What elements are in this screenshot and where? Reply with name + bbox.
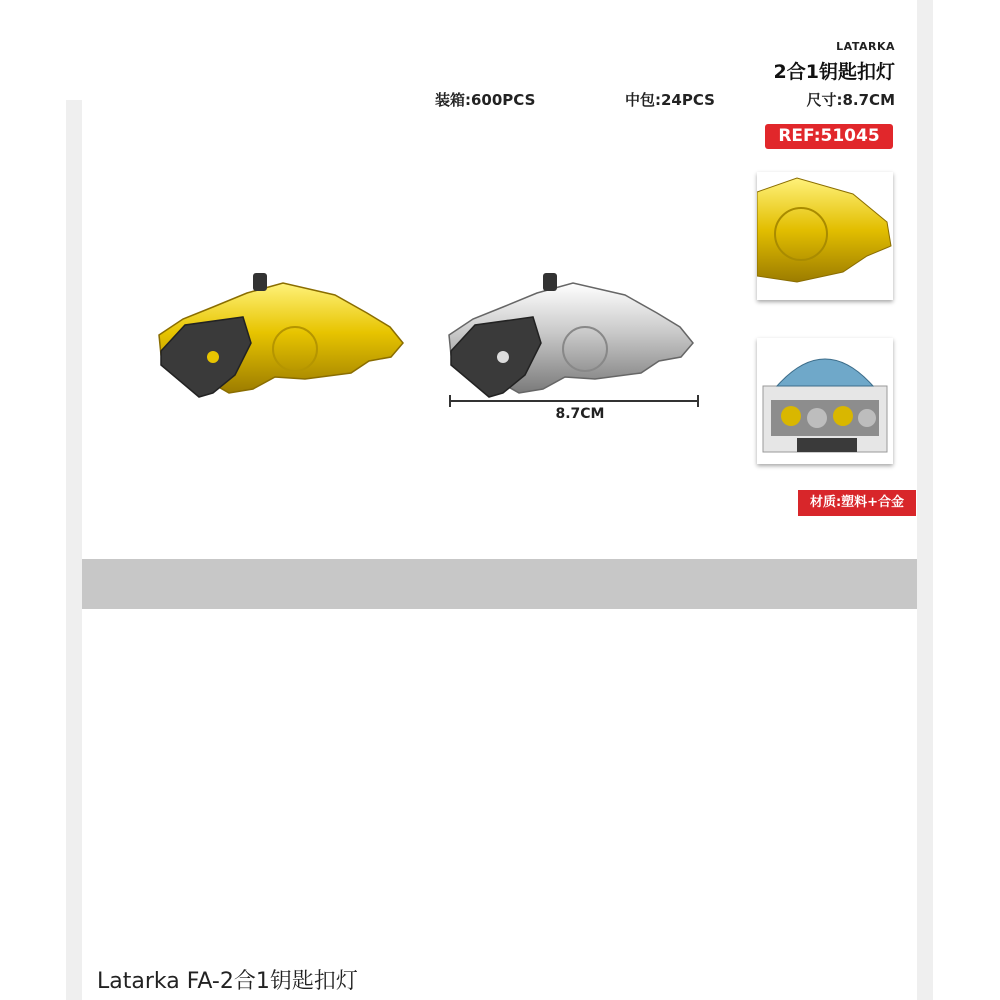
left-side-rail [66, 100, 82, 1000]
dimension-tick-right [697, 395, 699, 407]
material-badge: 材质:塑料+合金 [798, 490, 916, 516]
gold-closeup-image [757, 172, 893, 300]
carton-quantity: 装箱:600PCS [435, 91, 536, 109]
brand-label: LATARKA [836, 40, 895, 53]
dimension-line [449, 400, 699, 402]
product-title: 2合1钥匙扣灯 [773, 61, 895, 83]
thumbnail-display-box[interactable] [757, 338, 893, 464]
right-side-rail [917, 0, 933, 1000]
product-image-panel [82, 0, 917, 1000]
inner-pack-quantity: 中包:24PCS [625, 91, 715, 109]
section-divider-band [82, 559, 917, 609]
dimension-label: 8.7CM [555, 406, 605, 422]
gold-keychain-light-image [155, 265, 410, 405]
silver-keychain-light-image [445, 265, 700, 405]
listing-caption[interactable]: Latarka FA-2合1钥匙扣灯 [97, 969, 358, 994]
ref-badge: REF:51045 [765, 124, 893, 149]
display-box-image [757, 338, 893, 464]
thumbnail-gold-closeup[interactable] [757, 172, 893, 300]
product-size: 尺寸:8.7CM [806, 91, 895, 109]
